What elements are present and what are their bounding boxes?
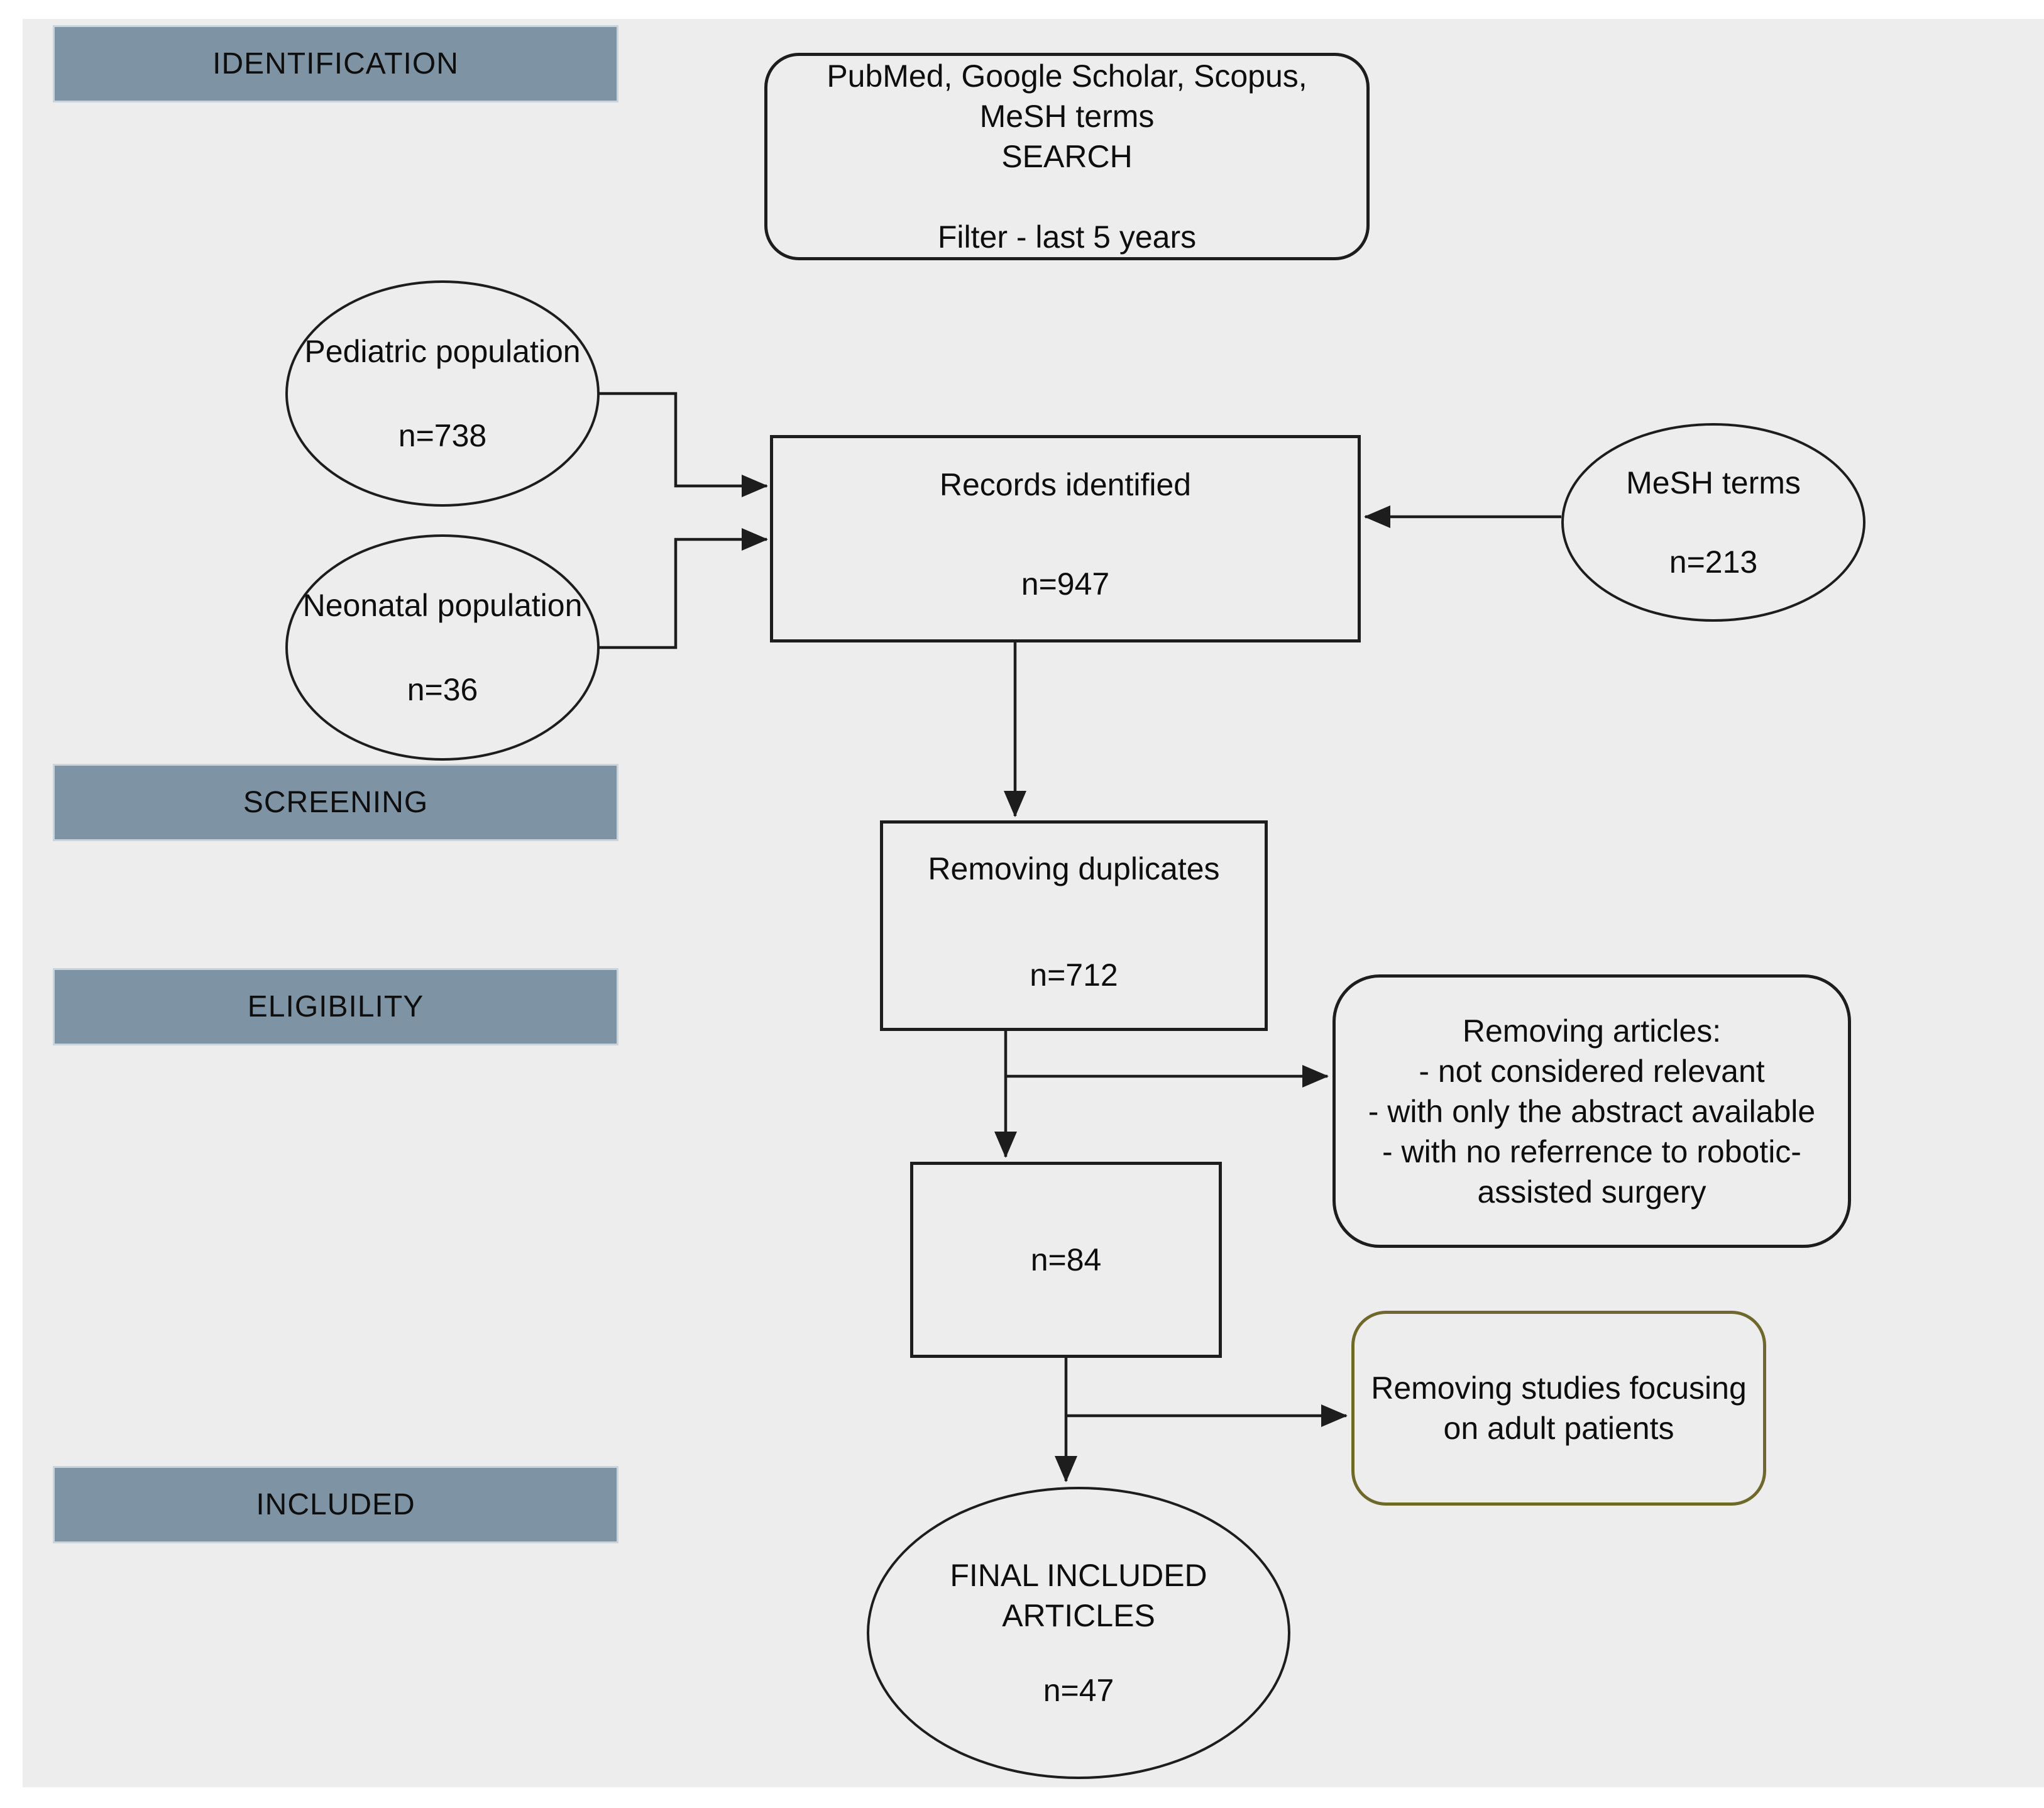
removing-adult-line-1: Removing studies focusing: [1371, 1370, 1747, 1406]
screened-count: n=84: [1030, 1242, 1102, 1277]
neonatal-population-ellipse: [285, 534, 600, 761]
stage-label-identification: IDENTIFICATION: [212, 47, 459, 80]
pediatric-title: Pediatric population: [304, 334, 581, 369]
stage-label-eligibility: ELIGIBILITY: [247, 990, 424, 1023]
search-sources-box: [764, 53, 1370, 260]
duplicates-title: Removing duplicates: [928, 851, 1220, 886]
pediatric-count: n=738: [398, 418, 487, 453]
records-title: Records identified: [939, 467, 1192, 502]
pediatric-population-ellipse: [285, 280, 600, 507]
search-line-1: PubMed, Google Scholar, Scopus,: [827, 58, 1307, 94]
mesh-count: n=213: [1669, 544, 1758, 580]
removing-adult-studies-box: [1351, 1311, 1766, 1506]
search-line-filter: Filter - last 5 years: [937, 219, 1197, 255]
stage-bar-included: [53, 1466, 618, 1543]
removing-adult-line-2: on adult patients: [1443, 1411, 1674, 1446]
final-count: n=47: [1043, 1673, 1114, 1708]
mesh-terms-ellipse: [1561, 423, 1865, 622]
records-count: n=947: [1021, 566, 1110, 602]
removing-articles-line-5: assisted surgery: [1477, 1174, 1706, 1210]
neonatal-title: Neonatal population: [302, 588, 583, 623]
search-line-2: MeSH terms: [979, 99, 1155, 134]
stage-bar-eligibility: [53, 968, 618, 1045]
removing-articles-line-4: - with no referrence to robotic-: [1382, 1133, 1801, 1169]
final-included-articles-ellipse: [867, 1487, 1290, 1779]
final-title-line-2: ARTICLES: [1002, 1598, 1155, 1633]
removing-articles-line-1: Removing articles:: [1462, 1013, 1722, 1049]
records-identified-box: [770, 435, 1361, 642]
removing-articles-box: [1332, 974, 1851, 1248]
stage-label-screening: SCREENING: [243, 786, 429, 819]
duplicates-count: n=712: [1030, 957, 1118, 993]
stage-bar-identification: [53, 25, 618, 102]
mesh-title: MeSH terms: [1626, 465, 1801, 500]
stage-label-included: INCLUDED: [256, 1488, 415, 1521]
removing-duplicates-box: [880, 820, 1268, 1031]
removing-articles-line-3: - with only the abstract available: [1368, 1093, 1816, 1129]
stage-bar-screening: [53, 764, 618, 841]
neonatal-count: n=36: [407, 672, 478, 707]
final-title-line-1: FINAL INCLUDED: [950, 1558, 1207, 1593]
removing-articles-line-2: - not considered relevant: [1419, 1053, 1765, 1089]
screened-count-box: [910, 1162, 1222, 1358]
search-line-3: SEARCH: [1001, 139, 1133, 174]
